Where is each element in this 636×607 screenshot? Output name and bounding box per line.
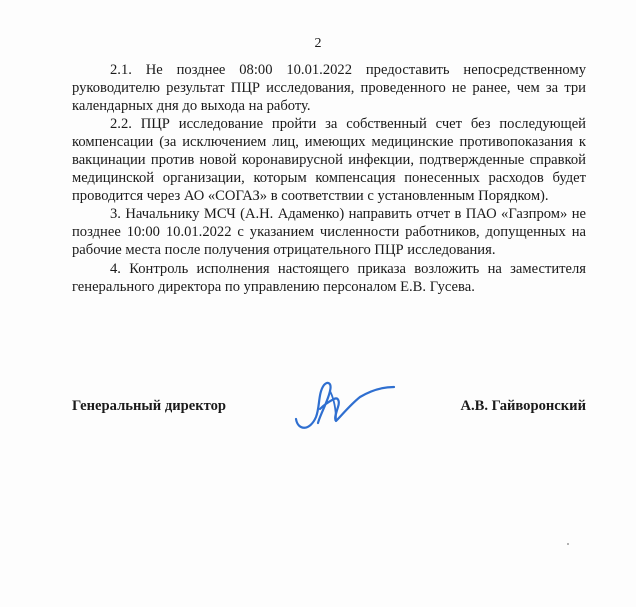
- signatory-name: А.В. Гайворонский: [460, 398, 586, 414]
- page-number: 2: [314, 36, 322, 51]
- paragraph-2-1: 2.1. Не позднее 08:00 10.01.2022 предоставить непосредственному руководителю результат ПЦР исследования, проведенного не ранее, чем за три календарных дня до выхода на работу.: [72, 62, 586, 114]
- handwritten-signature: [290, 375, 400, 435]
- order-body: [72, 62, 586, 296]
- signatory-position: Генеральный директор: [72, 398, 227, 414]
- paragraph-4: 4. Контроль исполнения настоящего приказа возложить на заместителя генерального директора по управлению персоналом Е.В. Гусева.: [72, 260, 586, 295]
- signature-tail: [330, 391, 336, 421]
- paragraph-2-2: 2.2. ПЦР исследование пройти за собственный счет без последующей компенсации (за исключением лиц, имеющих медицинские противопоказания к вакцинации против новой коронавирусной инфекции, подтвержденные справкой медицинской организации, которым компенсация понесенных расходов будет проводится через АО «СОГАЗ» в соответствии с установленным Порядком).: [72, 116, 586, 204]
- scan-speck: [567, 543, 569, 545]
- paragraph-3: 3. Начальнику МСЧ (А.Н. Адаменко) направить отчет в ПАО «Газпром» не позднее 10:00 10.01.2022 с указанием численности работников, допущенных на рабочие места после получения отрицательного ПЦР исследования.: [72, 206, 586, 258]
- signature-stroke: [296, 383, 394, 428]
